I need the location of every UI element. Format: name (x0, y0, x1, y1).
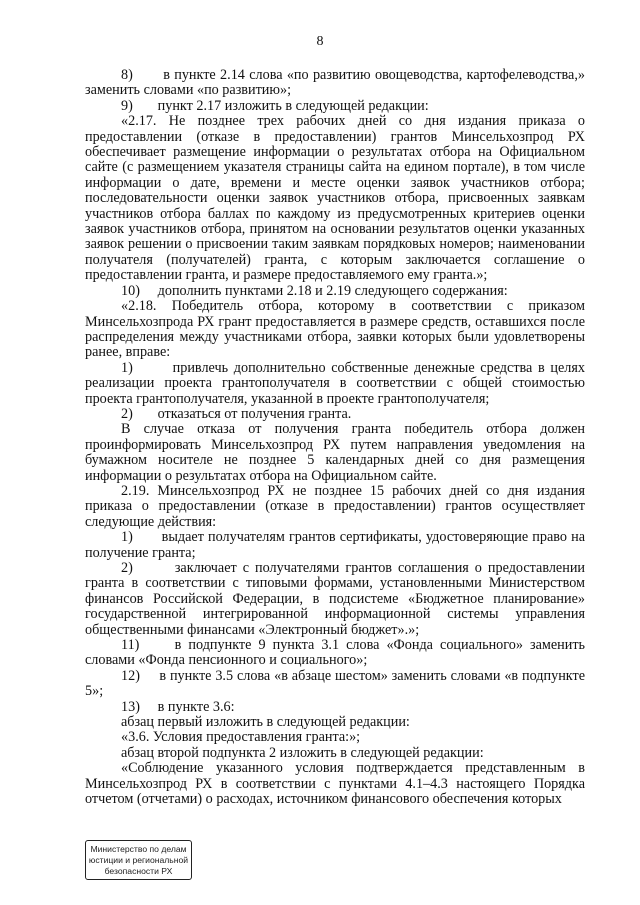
paragraph: 13) в пункте 3.6: (121, 698, 235, 715)
paragraph: 1) выдает получателям грантов сертификаты, удостоверяющие право на получение гранта; (85, 529, 585, 561)
stamp-line: юстиции и региональной (88, 855, 189, 865)
paragraph: абзац первый изложить в следующей редакции: (121, 714, 410, 731)
paragraph: «2.17. Не позднее трех рабочих дней со дня издания приказа о предоставлении (отказе в предоставлении) грантов Минсельхозпрод РХ обеспечивает размещение информации о результатах отбора на Официальном сайте (с размещением указателя страницы сайта на едином портале), в том числе информации о дате, времени и месте оценки заявок участников отбора; последовательности оценки заявок участников отбора, присвоенных заявкам участников отбора баллах по каждому из предусмотренных критериев оценки заявок участников отбора, принятом на основании результатов оценки указанных заявок решении о присвоении таким заявкам порядковых номеров; наименовании получателя (получателей) гранта, с которым заключается соглашение о предоставлении гранта, и размере предоставляемого ему гранта.»; (85, 113, 585, 284)
paragraph: 1) привлечь дополнительно собственные денежные средства в целях реализации проекта грантополучателя в соответствии с общей стоимостью проекта грантополучателя, указанной в проекте грантополучателя; (85, 359, 585, 407)
document-body (85, 68, 585, 808)
paragraph: «Соблюдение указанного условия подтверждается представленным в Минсельхозпрод РХ в соответствии с пунктами 4.1–4.3 настоящего Порядка отчетом (отчетами) о расходах, источником финансового обеспечения которых (85, 760, 585, 808)
registration-stamp (85, 840, 192, 880)
paragraph: «3.6. Условия предоставления гранта:»; (121, 729, 361, 746)
paragraph: абзац второй подпункта 2 изложить в следующей редакции: (121, 744, 484, 761)
paragraph: 9) пункт 2.17 изложить в следующей редакции: (121, 97, 429, 114)
paragraph: 8) в пункте 2.14 слова «по развитию овощеводства, картофелеводства,» заменить словами «по развитию»; (85, 67, 585, 99)
page-number: 8 (316, 34, 324, 49)
stamp-line: Министерство по делам (90, 844, 187, 854)
paragraph: 12) в пункте 3.5 слова «в абзаце шестом» заменить словами «в подпункте 5»; (85, 667, 585, 700)
paragraph: 11) в подпункте 9 пункта 3.1 слова «Фонда социального» заменить словами «Фонда пенсионного и социального»; (85, 637, 585, 669)
stamp-line: безопасности РХ (104, 866, 173, 876)
paragraph: 2.19. Минсельхозпрод РХ не позднее 15 рабочих дней со дня издания приказа о предоставлении (отказе в предоставлении) грантов осуществляет следующие действия: (85, 482, 585, 530)
paragraph: В случае отказа от получения гранта победитель отбора должен проинформировать Минсельхозпрод РХ путем направления уведомления на бумажном носителе не позднее 5 календарных дней со дня размещения информации о результатах отбора на Официальном сайте. (85, 421, 585, 484)
paragraph: 10) дополнить пунктами 2.18 и 2.19 следующего содержания: (121, 282, 508, 299)
paragraph: 2) заключает с получателями грантов соглашения о предоставлении гранта в соответствии с типовыми формами, установленными Министерством финансов Российской Федерации, в подсистеме «Бюджетное планирование» государственной интегрированной информационной системы управления общественными финансами «Электронный бюджет».»; (85, 560, 585, 638)
paragraph: 2) отказаться от получения гранта. (121, 405, 352, 422)
paragraph: «2.18. Победитель отбора, которому в соответствии с приказом Минсельхозпрода РХ грант предоставляется в размере средств, оставшихся после распределения между участниками отбора, заявки которых были удовлетворены ранее, вправе: (85, 298, 585, 361)
